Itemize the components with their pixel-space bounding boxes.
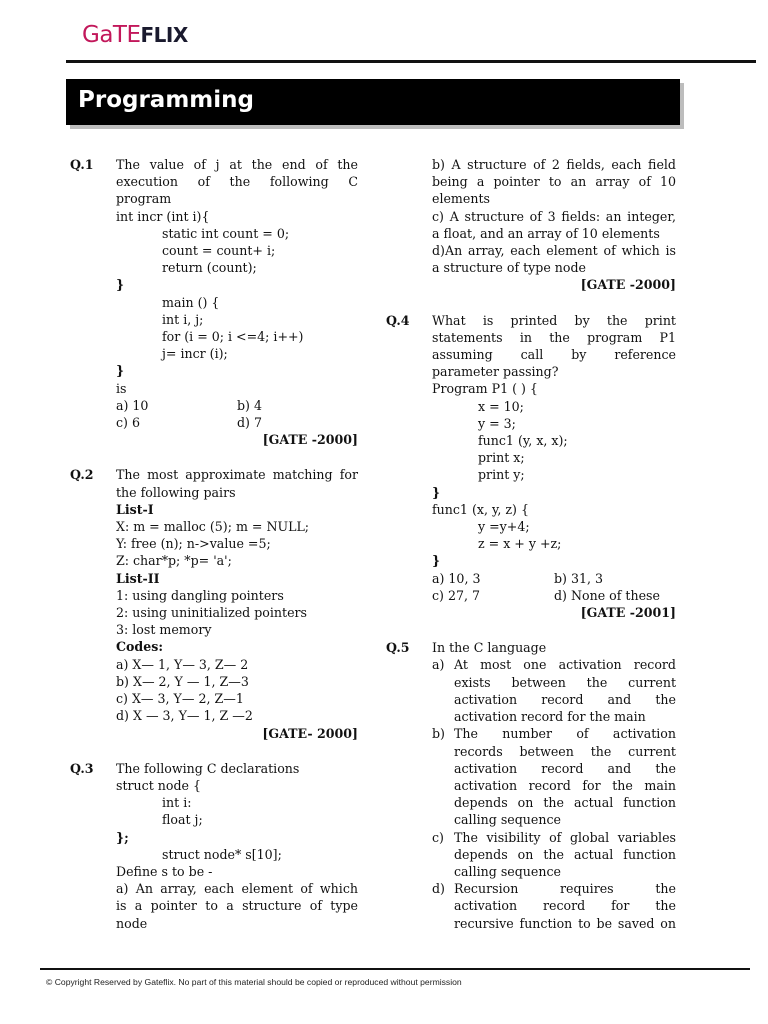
code-line: func1 (y, x, x); — [478, 433, 568, 449]
exam-source: [GATE -2000] — [262, 432, 358, 448]
question-1 — [70, 156, 358, 448]
question-number: Q.2 — [70, 467, 94, 483]
code-line: int i, j; — [162, 311, 204, 327]
option-letter: a) — [432, 657, 445, 673]
option-d: d) None of these — [554, 587, 660, 603]
option-c — [432, 829, 676, 881]
option-text: activation record and the — [454, 691, 676, 707]
code-line: print x; — [478, 450, 525, 466]
section-title: Programming — [78, 87, 254, 113]
option-letter: b) — [432, 726, 445, 742]
question-text: The following C declarations — [116, 760, 300, 776]
option-letter: d) — [432, 881, 445, 897]
option-a: a) 10 — [116, 397, 149, 413]
code-line: struct node* s[10]; — [162, 846, 282, 862]
question-number: Q.4 — [386, 312, 410, 328]
question-text: program — [116, 191, 172, 207]
option-text: The number of activation — [454, 726, 676, 742]
section-banner — [66, 79, 680, 125]
code-line: z = x + y +z; — [478, 536, 562, 552]
option-letter: c) — [432, 829, 444, 845]
option-a: is a pointer to a structure of type — [116, 898, 358, 914]
question-text: the following pairs — [116, 484, 236, 500]
option-c: c) A structure of 3 fields: an integer, — [432, 208, 676, 224]
code-option: c) X— 3, Y— 2, Z—1 — [116, 691, 244, 707]
code-line: }; — [116, 829, 129, 845]
option-text: calling sequence — [454, 812, 561, 828]
option-text: calling sequence — [454, 863, 561, 879]
question-text: parameter passing? — [432, 364, 559, 380]
code-line: for (i = 0; i <=4; i++) — [162, 329, 304, 345]
codes-title: Codes: — [116, 639, 163, 655]
code-line: j= incr (i); — [162, 346, 228, 362]
code-line: int incr (int i){ — [116, 208, 210, 224]
question-text: execution of the following C — [116, 174, 358, 190]
exam-source: [GATE- 2000] — [262, 725, 358, 741]
option-text: recursive function to be saved on — [454, 915, 676, 931]
code-line: main () { — [162, 294, 220, 310]
code-line: } — [432, 553, 441, 569]
option-b: b) 31, 3 — [554, 570, 604, 586]
option-text: The visibility of global variables — [454, 829, 676, 845]
code-line: return (count); — [162, 260, 257, 276]
question-text: The most approximate matching for — [116, 467, 358, 483]
option-text: activation record and the — [454, 760, 676, 776]
question-3 — [70, 760, 358, 932]
option-text: records between the current — [454, 743, 676, 759]
question-4 — [386, 312, 676, 622]
options-row — [432, 587, 676, 604]
question-text: In the C language — [432, 640, 547, 656]
code-option: a) X— 1, Y— 3, Z— 2 — [116, 656, 249, 672]
header-rule — [66, 60, 756, 63]
option-a — [432, 656, 676, 725]
code-line: print y; — [478, 467, 525, 483]
option-text: exists between the current — [454, 674, 676, 690]
code-line: y = 3; — [478, 415, 516, 431]
footer-rule — [40, 968, 750, 970]
copyright-notice: © Copyright Reserved by Gateflix. No part of this material should be copied or reproduced without permission — [46, 977, 462, 987]
question-text: The value of j at the end of the — [116, 157, 358, 172]
option-text: depends on the actual function — [454, 846, 676, 862]
option-text: activation record for the main — [454, 777, 676, 793]
question-number: Q.5 — [386, 640, 410, 656]
option-b: b) 4 — [237, 397, 262, 413]
option-b: being a pointer to an array of 10 — [432, 174, 676, 190]
code-line: is — [116, 380, 127, 396]
option-b: elements — [432, 191, 490, 207]
code-line: y =y+4; — [478, 519, 530, 535]
option-a: a) An array, each element of which — [116, 881, 358, 897]
code-line: float j; — [162, 812, 203, 828]
option-d: d) 7 — [237, 415, 262, 431]
option-a: node — [116, 915, 148, 931]
code-line: } — [432, 484, 441, 500]
option-d — [432, 880, 676, 932]
list-item: Z: char*p; *p= 'a'; — [116, 553, 232, 569]
code-option: d) X — 3, Y— 1, Z —2 — [116, 708, 253, 724]
option-d: a structure of type node — [432, 260, 587, 276]
question-text: Define s to be - — [116, 863, 213, 879]
code-line: count = count+ i; — [162, 243, 276, 259]
question-text: statements in the program P1 — [432, 329, 676, 345]
list-item: Y: free (n); n->value =5; — [116, 536, 271, 552]
list-title: List-I — [116, 501, 154, 517]
option-a: a) 10, 3 — [432, 570, 481, 586]
options-row — [116, 414, 358, 431]
question-text: assuming call by reference — [432, 347, 676, 363]
question-3-continued — [386, 156, 676, 294]
option-d: d)An array, each element of which is — [432, 243, 676, 259]
code-line: x = 10; — [478, 398, 524, 414]
option-text: activation record for the main — [454, 709, 646, 725]
question-2 — [70, 466, 358, 741]
question-number: Q.3 — [70, 760, 94, 776]
gateflix-logo: GaTEFLIX — [82, 22, 188, 48]
option-text: depends on the actual function — [454, 795, 676, 811]
code-line: int i: — [162, 795, 192, 811]
options-row — [432, 570, 676, 587]
option-text: activation record for the — [454, 898, 676, 914]
list-title: List-II — [116, 570, 160, 586]
code-line: struct node { — [116, 777, 201, 793]
option-text: Recursion requires the — [454, 881, 676, 897]
option-b: b) A structure of 2 fields, each field — [432, 157, 676, 172]
options-row — [116, 397, 358, 414]
option-c: a float, and an array of 10 elements — [432, 225, 660, 241]
option-b — [432, 725, 676, 828]
exam-source: [GATE -2001] — [580, 605, 676, 621]
option-text: At most one activation record — [454, 657, 676, 673]
left-column — [70, 156, 358, 932]
option-c: c) 27, 7 — [432, 587, 481, 603]
exam-source: [GATE -2000] — [580, 277, 676, 293]
option-c: c) 6 — [116, 415, 140, 431]
code-line: } — [116, 363, 125, 379]
question-number: Q.1 — [70, 157, 94, 172]
code-line: func1 (x, y, z) { — [432, 501, 529, 517]
code-line: static int count = 0; — [162, 225, 290, 241]
list-item: 2: using uninitialized pointers — [116, 605, 308, 621]
code-option: b) X— 2, Y — 1, Z—3 — [116, 673, 249, 689]
right-column — [386, 156, 676, 932]
list-item: X: m = malloc (5); m = NULL; — [116, 519, 310, 535]
list-item: 3: lost memory — [116, 622, 212, 638]
code-line: } — [116, 277, 125, 293]
code-line: Program P1 ( ) { — [432, 381, 538, 397]
list-item: 1: using dangling pointers — [116, 587, 284, 603]
question-5 — [386, 639, 676, 931]
question-text: What is printed by the print — [432, 312, 676, 328]
